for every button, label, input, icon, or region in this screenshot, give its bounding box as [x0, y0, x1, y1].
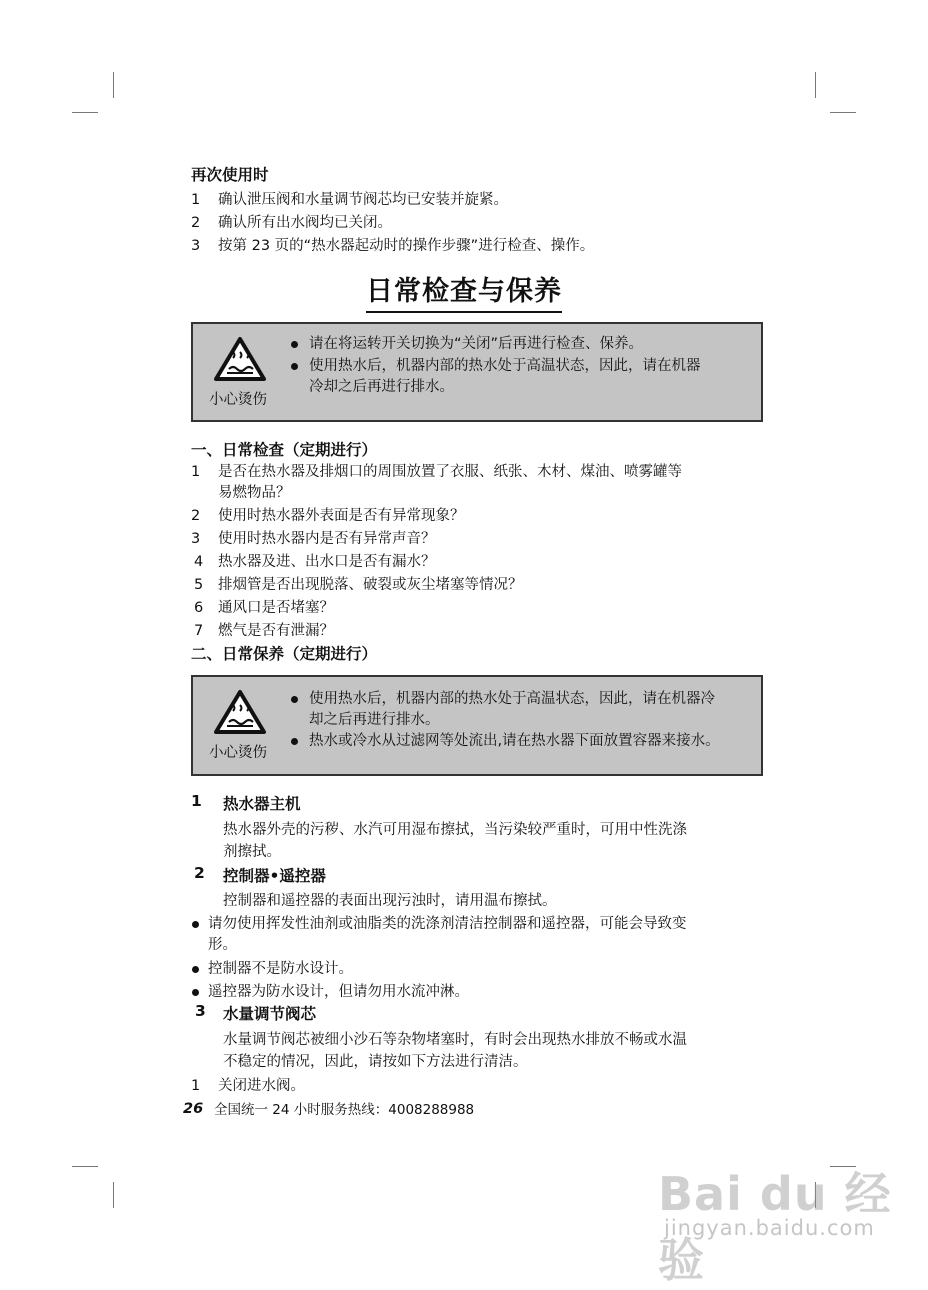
- bullet: [291, 738, 298, 745]
- reuse-item-text: 按第 23 页的“热水器起动时的操作步骤”进行检查、操作。: [218, 238, 595, 254]
- reuse-item-text: 确认所有出水阀均已关闭。: [218, 215, 392, 231]
- service-hotline: 全国统一 24 小时服务热线：4008288988: [214, 1102, 475, 1118]
- bullet: [192, 966, 199, 973]
- inspection-item-text: 排烟管是否出现脱落、破裂或灰尘堵塞等情况？: [218, 577, 523, 593]
- hot-surface-warning-icon: [213, 689, 267, 735]
- inspection-item-number: 7: [194, 623, 204, 639]
- bullet: [291, 341, 298, 348]
- section-title: 控制器•遥控器: [223, 867, 326, 885]
- warning-text: 使用热水后，机器内部的热水处于高温状态，因此，请在机器: [309, 358, 701, 374]
- reuse-item-number: 2: [191, 215, 201, 231]
- inspection-item-number: 6: [194, 600, 204, 616]
- crop-mark: [113, 1182, 114, 1208]
- bullet: [291, 363, 298, 370]
- section-body: 不稳定的情况，因此，请按如下方法进行清洁。: [223, 1054, 528, 1070]
- reuse-heading: 再次使用时: [191, 166, 269, 184]
- inspection-item-number: 4: [194, 554, 204, 570]
- baidu-jingyan-watermark: Bai du 经验: [658, 1167, 892, 1287]
- inspection-item-number: 3: [191, 531, 201, 547]
- section-body: 水量调节阀芯被细小沙石等杂物堵塞时，有时会出现热水排放不畅或水温: [223, 1032, 687, 1048]
- inspection-item-text: 使用时热水器外表面是否有异常现象？: [218, 508, 465, 524]
- inspection-item-number: 5: [194, 577, 204, 593]
- crop-mark: [815, 72, 816, 98]
- inspection-item-text: 通风口是否堵塞？: [218, 600, 334, 616]
- warning-text: 热水或冷水从过滤网等处流出,请在热水器下面放置容器来接水。: [309, 733, 720, 749]
- step-number: 1: [191, 1078, 201, 1094]
- hot-surface-warning-icon: [213, 336, 267, 382]
- note-text: 控制器不是防水设计。: [208, 961, 353, 977]
- page-title: 日常检查与保养: [366, 274, 562, 313]
- section-number: 3: [195, 1002, 206, 1020]
- page-number: 26: [183, 1101, 204, 1117]
- inspection-item-text: 使用时热水器内是否有异常声音？: [218, 531, 436, 547]
- note-text: 请勿使用挥发性油剂或油脂类的洗涤剂清洁控制器和遥控器，可能会导致变: [208, 916, 687, 932]
- section-body: 剂擦拭。: [223, 844, 281, 860]
- maintenance-heading: 二、日常保养（定期进行）: [191, 645, 378, 663]
- crop-mark: [72, 1166, 98, 1167]
- section-number: 2: [194, 864, 205, 882]
- inspection-item-text: 易燃物品？: [218, 485, 291, 501]
- note-text: 形。: [208, 937, 237, 953]
- warning-text: 冷却之后再进行排水。: [309, 379, 454, 395]
- crop-mark: [830, 112, 856, 113]
- inspection-item-number: 2: [191, 508, 201, 524]
- section-body: 控制器和遥控器的表面出现污浊时，请用温布擦拭。: [223, 893, 557, 909]
- warning-label: 小心烫伤: [209, 392, 267, 408]
- inspection-item-text: 热水器及进、出水口是否有漏水？: [218, 554, 436, 570]
- warning-box: [191, 675, 763, 776]
- warning-text: 请在将运转开关切换为“关闭”后再进行检查、保养。: [309, 336, 644, 352]
- inspection-item-text: 是否在热水器及排烟口的周围放置了衣服、纸张、木材、煤油、喷雾罐等: [218, 464, 682, 480]
- bullet: [192, 989, 199, 996]
- crop-mark: [113, 72, 114, 98]
- section-title: 水量调节阀芯: [223, 1005, 317, 1023]
- warning-text: 却之后再进行排水。: [309, 712, 440, 728]
- step-text: 关闭进水阀。: [218, 1078, 305, 1094]
- section-number: 1: [191, 792, 202, 810]
- inspection-item-number: 1: [191, 464, 201, 480]
- inspection-item-text: 燃气是否有泄漏？: [218, 623, 334, 639]
- section-body: 热水器外壳的污秽、水汽可用湿布擦拭，当污染较严重时，可用中性洗涤: [223, 822, 687, 838]
- reuse-item-number: 1: [191, 192, 201, 208]
- section-title: 热水器主机: [223, 795, 301, 813]
- reuse-item-text: 确认泄压阀和水量调节阀芯均已安装并旋紧。: [218, 192, 508, 208]
- watermark-url: jingyan.baidu.com: [664, 1216, 875, 1240]
- bullet: [192, 921, 199, 928]
- inspection-heading: 一、日常检查（定期进行）: [191, 441, 378, 459]
- reuse-item-number: 3: [191, 238, 201, 254]
- warning-text: 使用热水后，机器内部的热水处于高温状态，因此，请在机器冷: [309, 691, 715, 707]
- warning-box: [191, 322, 763, 422]
- note-text: 遥控器为防水设计，但请勿用水流冲淋。: [208, 984, 469, 1000]
- crop-mark: [72, 112, 98, 113]
- warning-label: 小心烫伤: [209, 745, 267, 761]
- bullet: [291, 696, 298, 703]
